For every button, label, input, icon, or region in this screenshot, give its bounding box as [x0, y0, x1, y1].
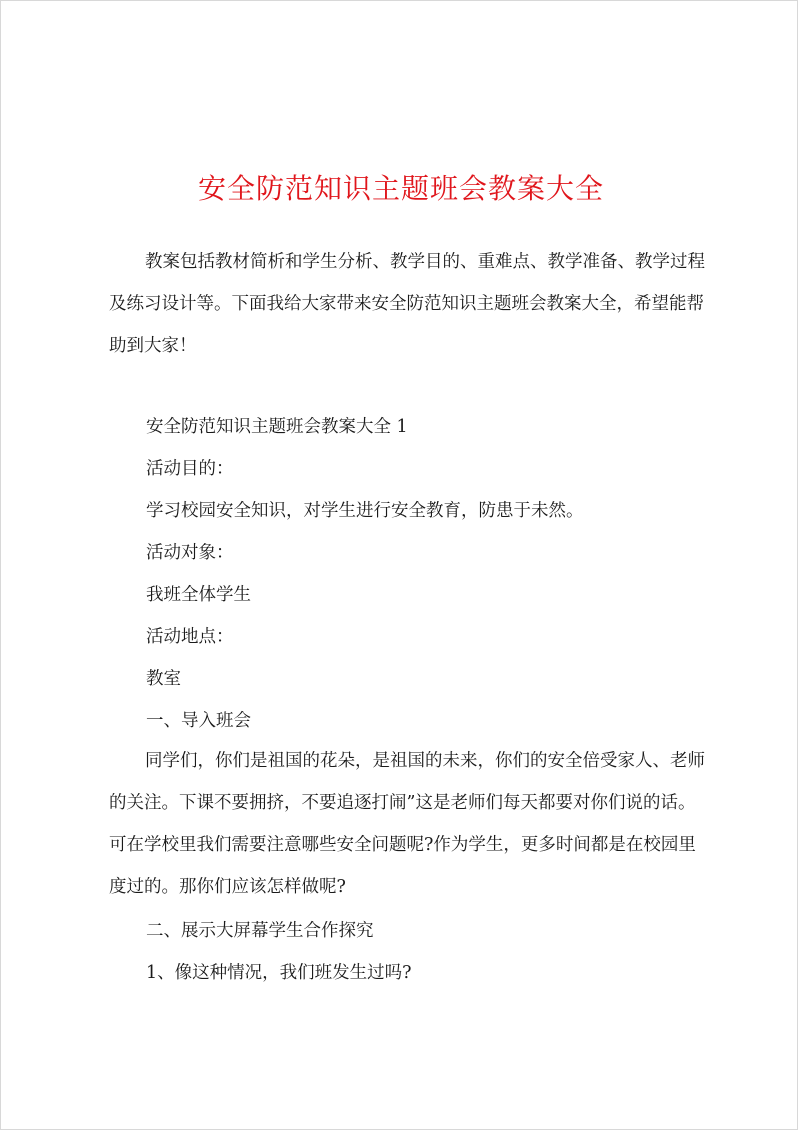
- intro-paragraph: [109, 241, 709, 367]
- activity-goal-label: 活动目的：: [146, 459, 234, 479]
- step1-heading: 一、导入班会: [146, 711, 251, 731]
- step2-heading: 二、展示大屏幕学生合作探究: [146, 921, 374, 941]
- activity-target-text: 我班全体学生: [146, 585, 251, 605]
- activity-place-label: 活动地点：: [146, 627, 234, 647]
- section-heading: 安全防范知识主题班会教案大全 1: [146, 417, 408, 437]
- activity-goal-text: 学习校园安全知识，对学生进行安全教育，防患于未然。: [146, 501, 584, 521]
- activity-target-label: 活动对象：: [146, 543, 234, 563]
- activity-place-text: 教室: [146, 669, 181, 689]
- question-1: 1、像这种情况，我们班发生过吗?: [146, 963, 412, 983]
- intro-text: 教案包括教材简析和学生分析、教学目的、重难点、教学准备、教学过程及练习设计等。下面我给大家带来安全防范知识主题班会教案大全，希望能帮助到大家！: [109, 252, 705, 356]
- step1-paragraph: 同学们，你们是祖国的花朵，是祖国的未来，你们的安全倍受家人、老师的关注。下课不要拥挤，不要追逐打闹”这是老师们每天都要对你们说的话。可在学校里我们需要注意哪些安全问题呢?作为学生，更多时间都是在校园里度过的。那你们应该怎样做呢?: [109, 751, 705, 897]
- document-title: 安全防范知识主题班会教案大全: [197, 172, 604, 205]
